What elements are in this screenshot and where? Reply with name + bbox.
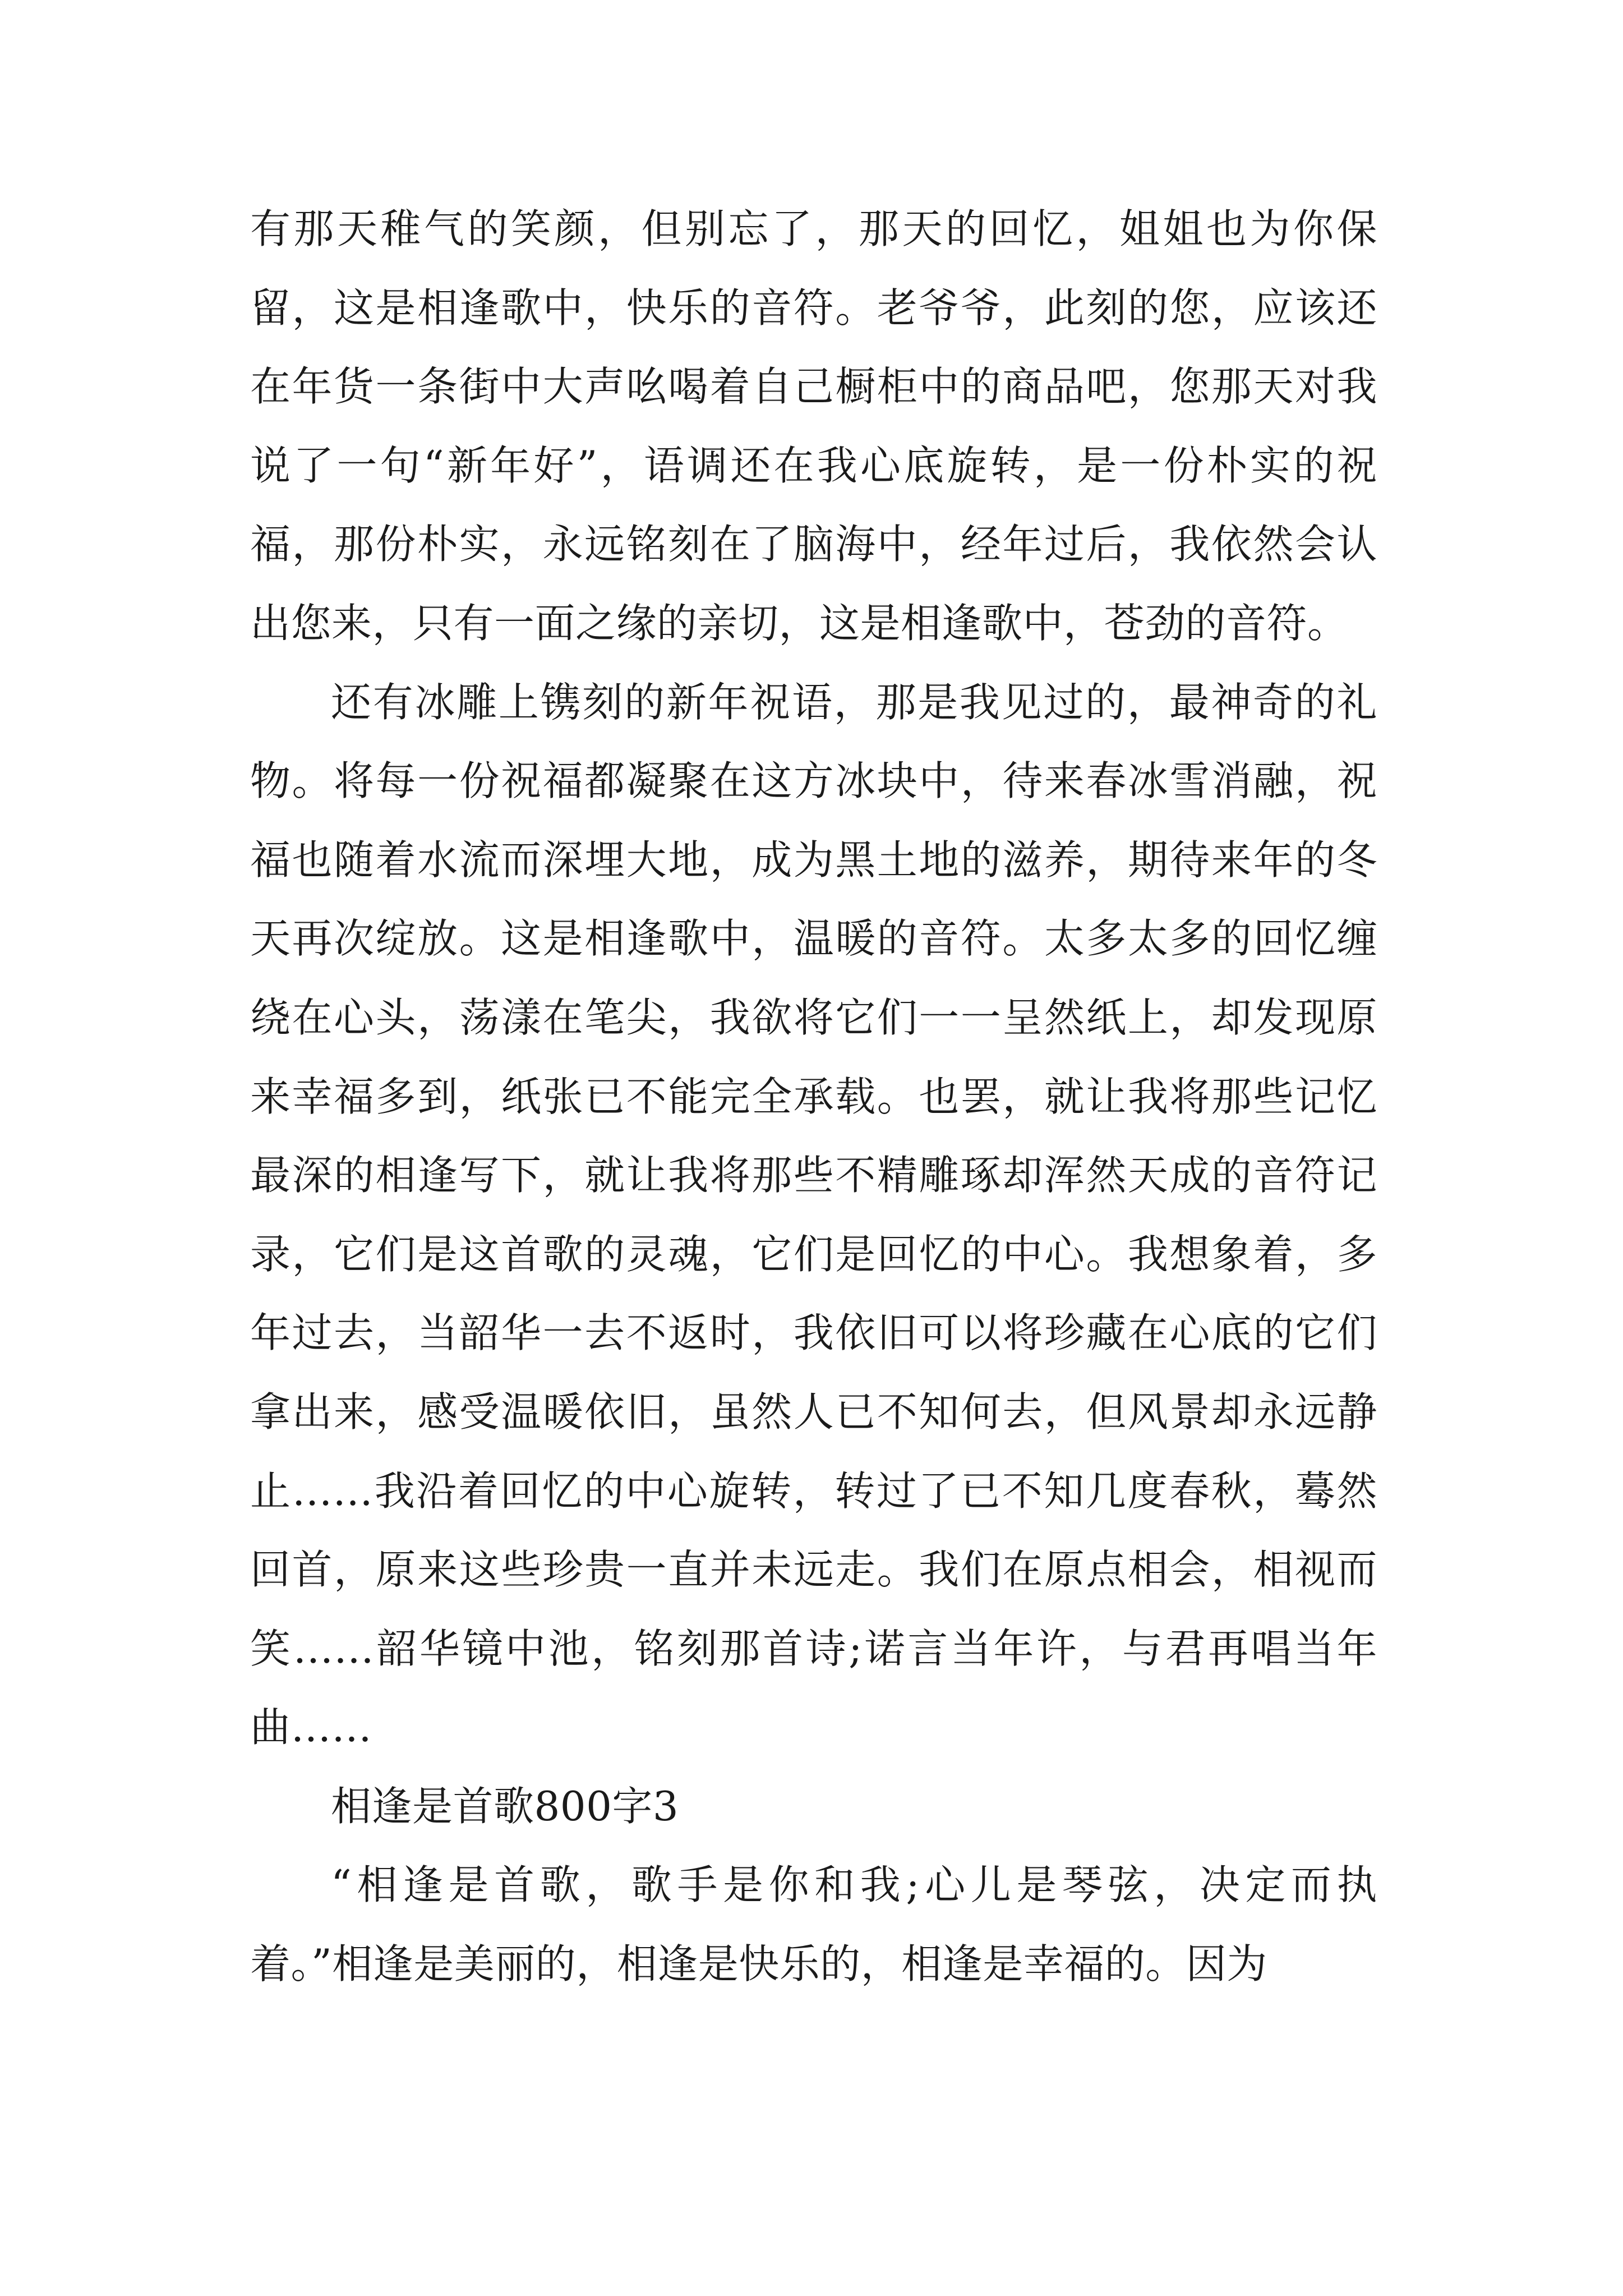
body-text	[250, 190, 1377, 2004]
paragraph: 有那天稚气的笑颜，但别忘了，那天的回忆，姐姐也为你保留，这是相逢歌中，快乐的音符。老爷爷，此刻的您，应该还在年货一条街中大声吆喝着自己橱柜中的商品吧，您那天对我说了一句“新年好”，语调还在我心底旋转，是一份朴实的祝福，那份朴实，永远铭刻在了脑海中，经年过后，我依然会认出您来，只有一面之缘的亲切，这是相逢歌中，苍劲的音符。	[250, 205, 1377, 647]
paragraph: 还有冰雕上镌刻的新年祝语，那是我见过的，最神奇的礼物。将每一份祝福都凝聚在这方冰块中，待来春冰雪消融，祝福也随着水流而深埋大地，成为黑土地的滋养，期待来年的冬天再次绽放。这是相逢歌中，温暖的音符。太多太多的回忆缠绕在心头，荡漾在笔尖，我欲将它们一一呈然纸上，却发现原来幸福多到，纸张已不能完全承载。也罢，就让我将那些记忆最深的相逢写下，就让我将那些不精雕琢却浑然天成的音符记录，它们是这首歌的灵魂，它们是回忆的中心。我想象着，多年过去，当韶华一去不返时，我依旧可以将珍藏在心底的它们拿出来，感受温暖依旧，虽然人已不知何去，但风景却永远静止……我沿着回忆的中心旋转，转过了已不知几度春秋，蓦然回首，原来这些珍贵一直并未远走。我们在原点相会，相视而笑……韶华镜中池，铭刻那首诗;诺言当年许，与君再唱当年曲……	[250, 678, 1377, 1751]
paragraph: “相逢是首歌，歌手是你和我;心儿是琴弦，决定而执着。”相逢是美丽的，相逢是快乐的，相逢是幸福的。因为	[250, 1861, 1377, 1988]
section-heading: 相逢是首歌800字3	[331, 1782, 679, 1830]
